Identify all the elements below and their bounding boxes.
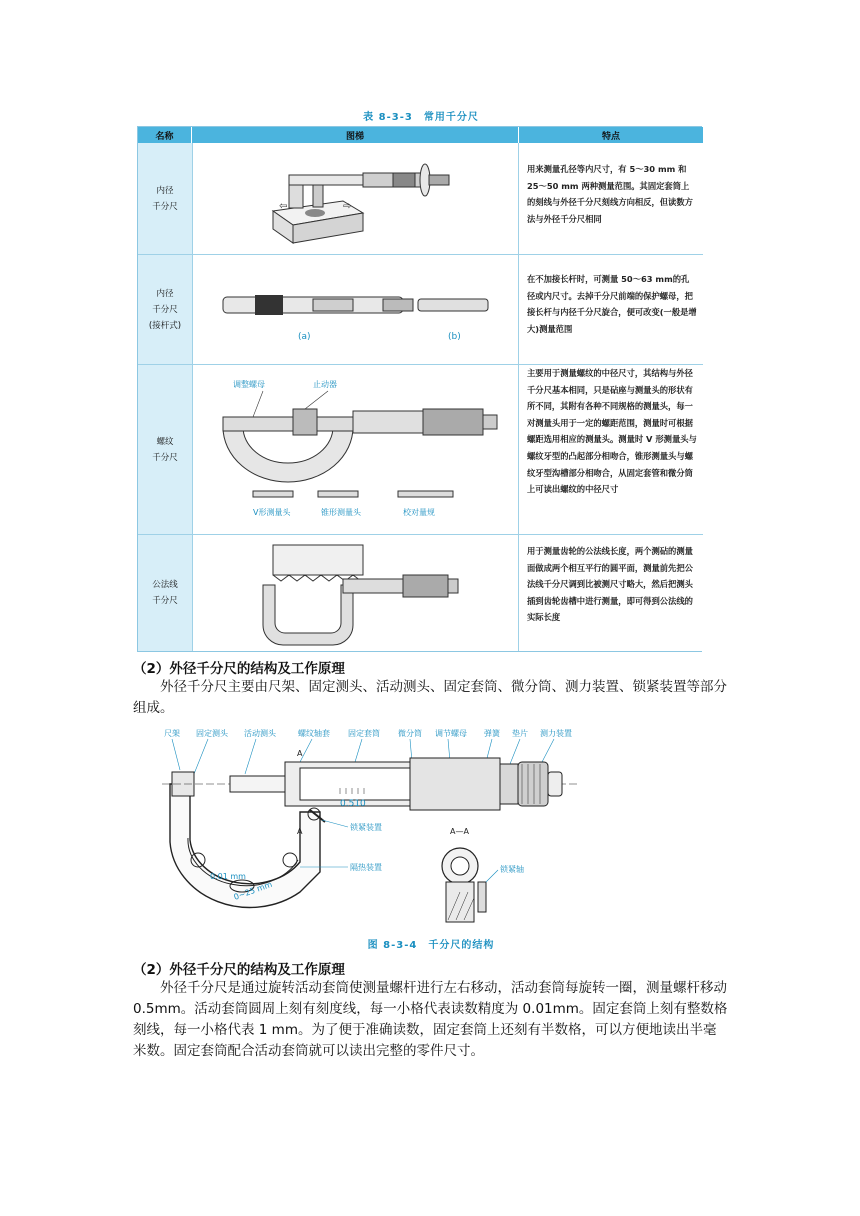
label-ratchet: 测力装置: [540, 729, 572, 738]
label-washer: 垫片: [512, 729, 528, 738]
label-spindle-sleeve: 螺纹轴套: [298, 729, 330, 738]
label-spindle: 活动测头: [244, 729, 276, 738]
thread-micrometer-illustration: [193, 365, 518, 533]
label-b: (b): [448, 332, 461, 342]
label-gauge: 校对量规: [403, 508, 435, 517]
label-v-head: V形测量头: [253, 508, 291, 517]
row-4-name: 公法线 千分尺: [138, 535, 192, 651]
section-2-heading: （2）外径千分尺的结构及工作原理: [133, 962, 345, 978]
label-adjust-nut: 调整螺母: [233, 380, 265, 389]
gear-micrometer-illustration: [193, 535, 518, 649]
label-insulation: 隔热装置: [350, 863, 382, 872]
micrometer-table: [137, 126, 702, 652]
label-range: 0~25 mm: [232, 879, 274, 902]
label-fixed-anvil: 固定测头: [196, 729, 228, 738]
svg-text:⇨: ⇨: [343, 201, 352, 212]
label-sleeve: 固定套筒: [348, 729, 380, 738]
row-1-name: 内径 千分尺: [138, 143, 192, 255]
table-title: 表 8-3-3 常用千分尺: [363, 112, 479, 123]
label-section-aa: A—A: [450, 827, 469, 836]
inside-micrometer-illustration: [193, 143, 518, 253]
row-3-name: 螺纹 千分尺: [138, 365, 192, 535]
row-3-feature: 主要用于测量螺纹的中径尺寸，其结构与外径千分尺基本相同，只是砧座与测量头的形状有所不同，其附有各种不同规格的测量头，每一对测量头用于一定的螺距范围，测量时可根据螺距选用相应的测量头。测量时 V 形测量头与螺纹牙型的凸起部分相吻合，锥形测量头与螺纹牙型沟槽部分相吻合，从固定套管和微分筒上可读出螺纹的中径尺寸: [519, 365, 703, 535]
label-a: (a): [298, 332, 311, 342]
micrometer-structure-figure: [150, 722, 590, 934]
row-2-feature: 在不加接长杆时，可测量 50～63 mm的孔径或内尺寸。去掉千分尺前端的保护螺母，把接长杆与内径千分尺旋合，便可改变(一般是增大)测量范围: [519, 255, 703, 365]
label-lock: 锁紧装置: [350, 823, 382, 832]
row-2-image: [192, 255, 519, 365]
label-section-a-bottom: A: [297, 827, 303, 836]
row-1-feature: 用来测量孔径等内尺寸，有 5～30 mm 和 25～50 mm 两种测量范围。其固定套筒上的刻线与外径千分尺刻线方向相反，但读数方法与外径千分尺相同: [519, 143, 703, 255]
label-section-a-top: A: [297, 749, 303, 758]
extension-micrometer-illustration: [193, 255, 518, 363]
svg-text:⇦: ⇦: [279, 201, 288, 212]
row-4-feature: 用于测量齿轮的公法线长度，两个测砧的测量面做成两个相互平行的圆平面，测量前先把公法线千分尺调到比被测尺寸略大，然后把测头插到齿轮齿槽中进行测量，即可得到公法线的实际长度: [519, 535, 703, 651]
label-thimble: 微分筒: [398, 729, 422, 738]
row-1-image: [192, 143, 519, 255]
label-precision: 0.01 mm: [210, 872, 246, 881]
header-feature: 特点: [519, 127, 703, 143]
label-lock-shaft: 锁紧轴: [500, 865, 524, 874]
row-4-image: [192, 535, 519, 651]
section-1-heading: （2）外径千分尺的结构及工作原理: [133, 661, 345, 677]
header-figure: 图梯: [192, 127, 519, 143]
figure-caption: 图 8-3-4 千分尺的结构: [367, 940, 495, 951]
section-1-text: 外径千分尺主要由尺架、固定测头、活动测头、固定套筒、微分筒、测力装置、锁紧装置等部分组成。: [133, 679, 727, 716]
label-stopper: 止动器: [313, 380, 337, 389]
row-3-image: [192, 365, 519, 535]
row-2-name: 内径 千分尺 (接杆式): [138, 255, 192, 365]
label-adjust-nut: 调节螺母: [435, 729, 467, 738]
label-cone-head: 锥形测量头: [321, 508, 361, 517]
label-frame: 尺架: [164, 729, 180, 738]
header-name: 名称: [138, 127, 192, 143]
section-2-text: 外径千分尺是通过旋转活动套筒使测量螺杆进行左右移动，活动套筒每旋转一圈，测量螺杆移动 0.5mm。活动套筒圆周上刻有刻度线，每一小格代表读数精度为 0.01mm。固定套筒上刻有整数格刻线，每一小格代表 1 mm。为了便于准确读数，固定套筒上还刻有半数格，可以方便地读出半毫米数。固定套筒配合活动套筒就可以读出完整的零件尺寸。: [133, 980, 728, 1059]
label-reading: 0.510: [340, 799, 366, 809]
label-spring: 弹簧: [484, 729, 500, 738]
